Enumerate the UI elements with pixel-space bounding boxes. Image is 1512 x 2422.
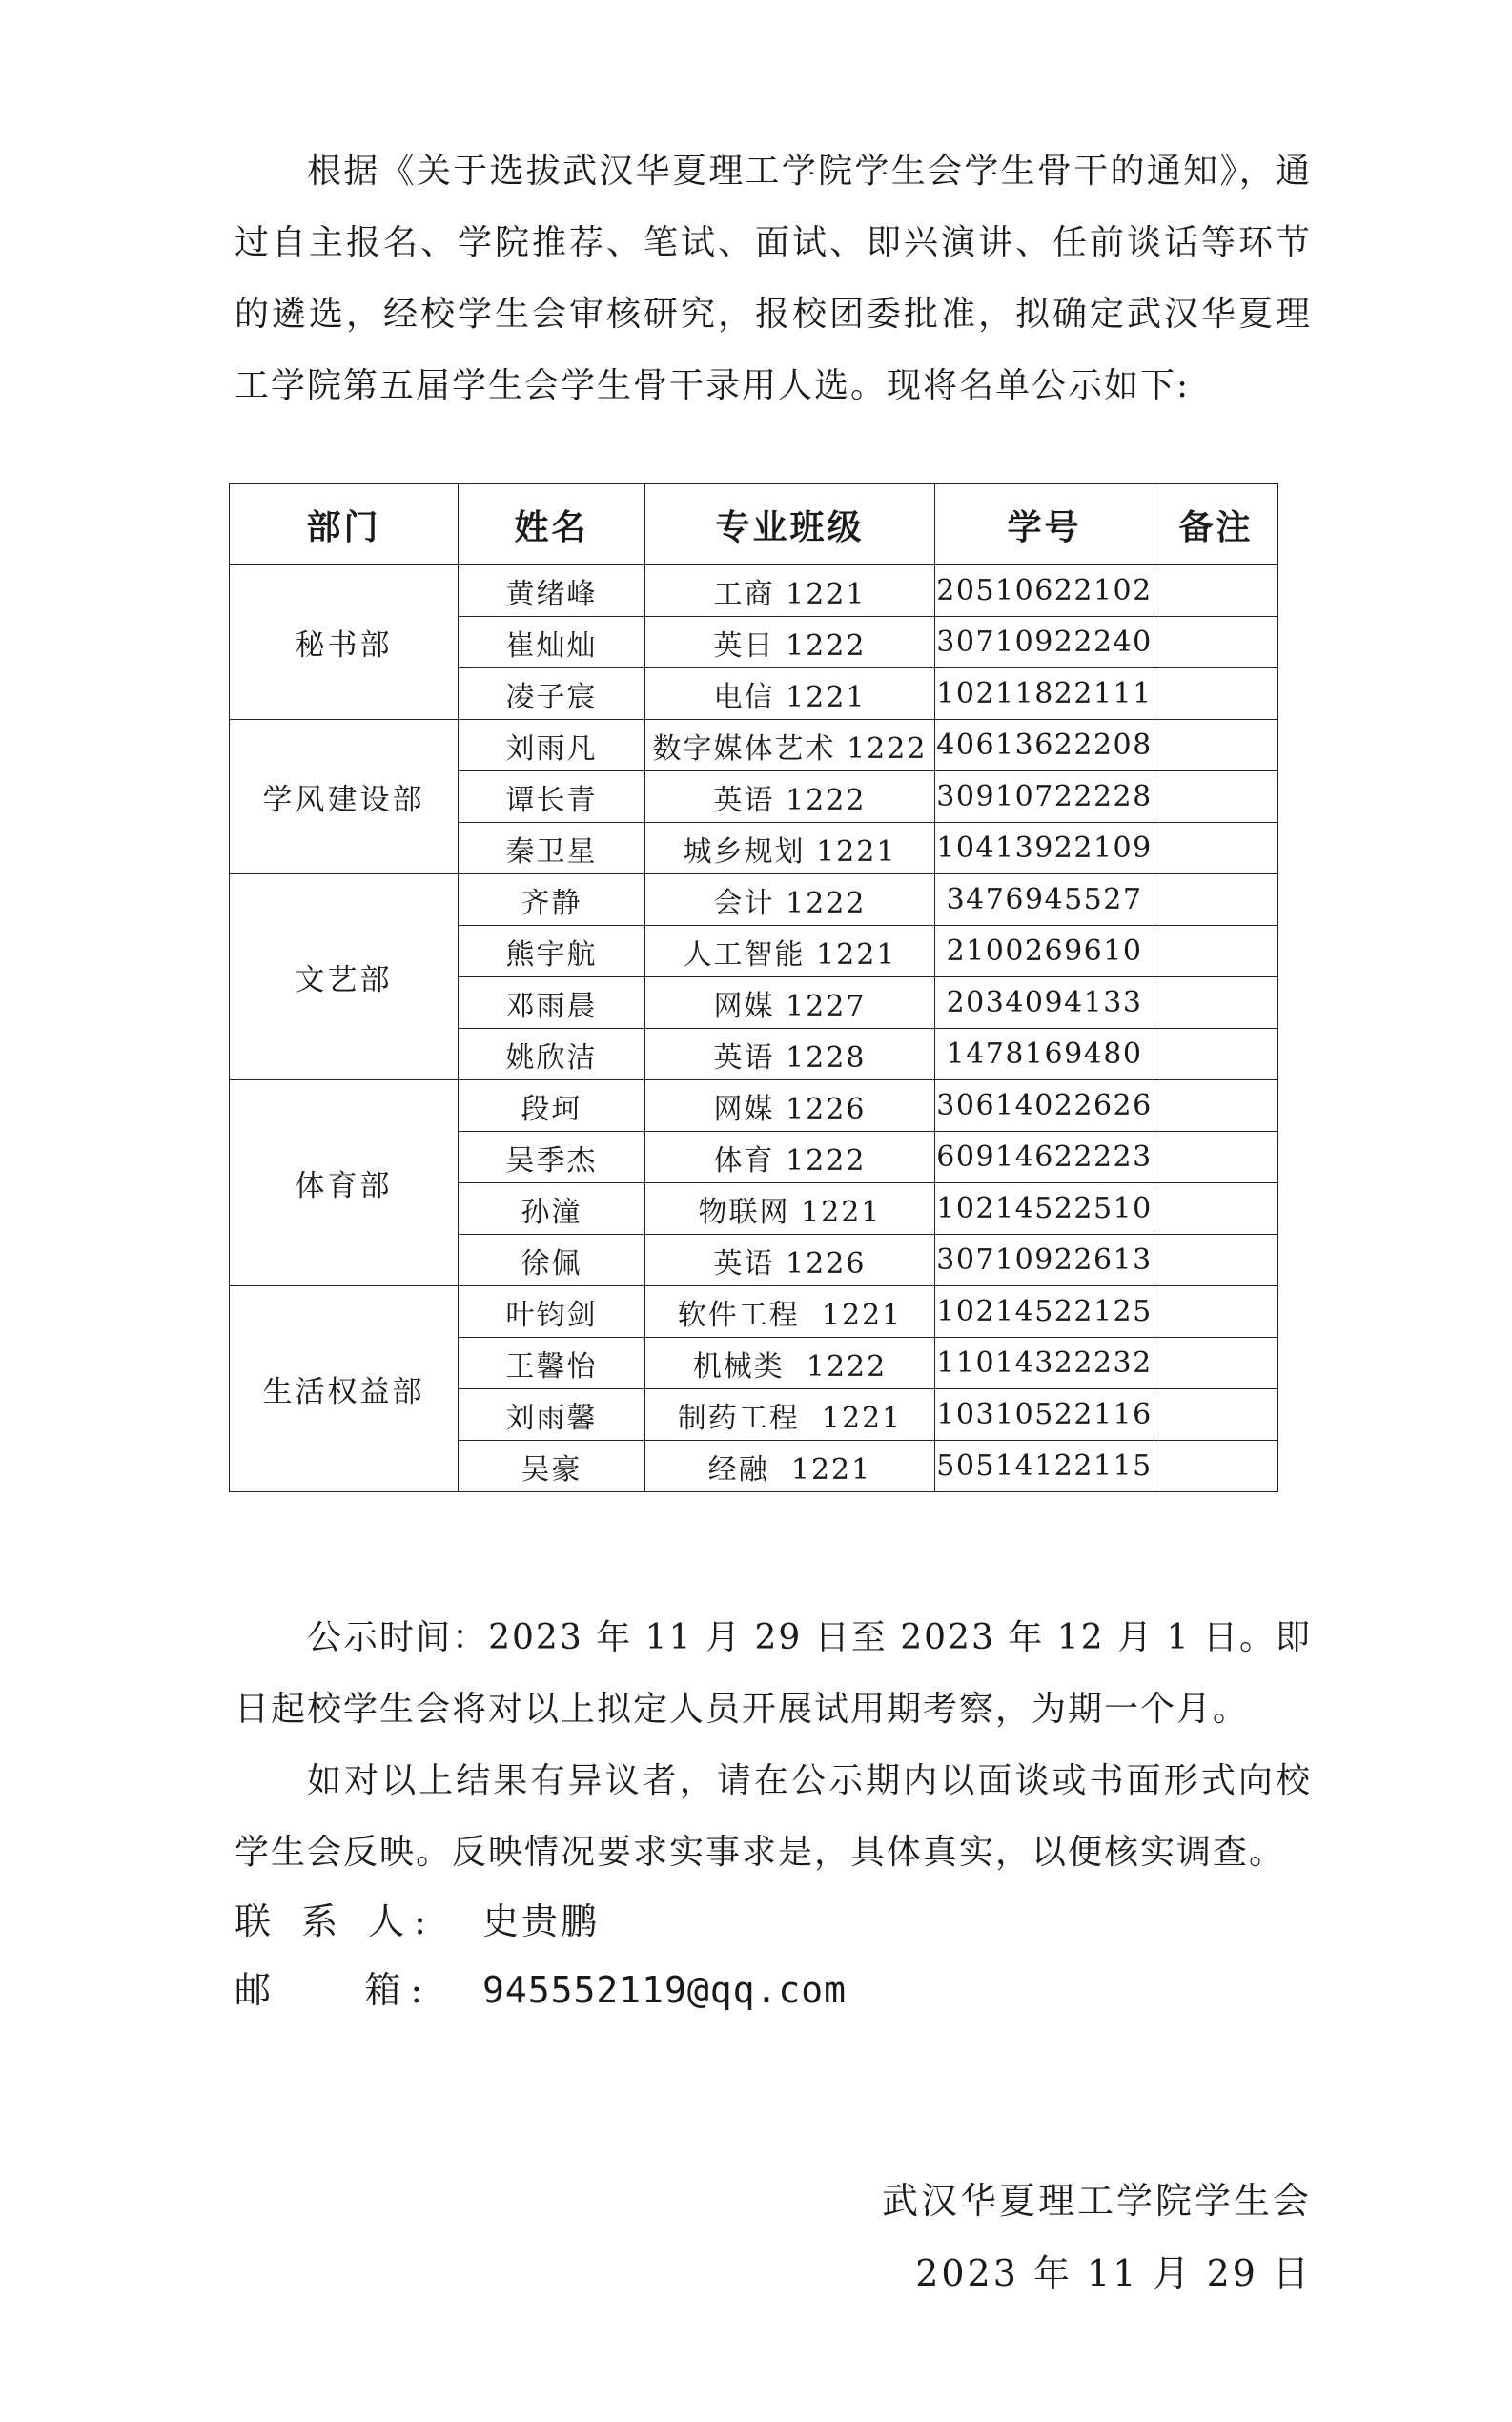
remark-cell: [1154, 1132, 1278, 1183]
intro-paragraph: 根据《关于选拔武汉华夏理工学院学生会学生骨干的通知》，通过自主报名、学院推荐、笔试、面试、即兴演讲、任前谈话等环节的遴选，经校学生会审核研究，报校团委批准，拟确定武汉华夏理工学院第五届学生会学生骨干录用人选。现将名单公示如下:: [235, 152, 1312, 405]
name-cell: 崔灿灿: [459, 617, 645, 668]
student-id-cell: 10211822111: [935, 668, 1154, 720]
name-cell: 姚欣洁: [459, 1029, 645, 1080]
name-cell: 凌子宸: [459, 668, 645, 720]
header-class: 专业班级: [645, 484, 935, 565]
table-row: [230, 874, 1278, 926]
remark-cell: [1154, 1080, 1278, 1132]
table-body: [230, 565, 1278, 1492]
student-id-cell: 30710922613: [935, 1235, 1154, 1286]
department-cell: 生活权益部: [230, 1286, 459, 1492]
remark-cell: [1154, 617, 1278, 668]
student-id-cell: 20510622102: [935, 565, 1154, 617]
header-department: 部门: [230, 484, 459, 565]
department-cell: 秘书部: [230, 565, 459, 720]
class-cell: 工商 1221: [645, 565, 935, 617]
table-row: [230, 1080, 1278, 1132]
remark-cell: [1154, 771, 1278, 823]
email-label: 邮 箱:: [235, 1969, 433, 2011]
remark-cell: [1154, 1183, 1278, 1235]
remark-cell: [1154, 1441, 1278, 1492]
name-cell: 齐静: [459, 874, 645, 926]
student-id-cell: 30710922240: [935, 617, 1154, 668]
remark-cell: [1154, 668, 1278, 720]
student-id-cell: 30910722228: [935, 771, 1154, 823]
contact-person-value: 史贵鹏: [482, 1900, 601, 1942]
remark-cell: [1154, 926, 1278, 977]
class-cell: 数字媒体艺术 1222: [645, 720, 935, 771]
remark-cell: [1154, 1235, 1278, 1286]
email-row: [235, 1961, 847, 2019]
name-cell: 孙潼: [459, 1183, 645, 1235]
class-cell: 经融 1221: [645, 1441, 935, 1492]
name-cell: 谭长青: [459, 771, 645, 823]
signature-date: 2023 年 11 月 29 日: [915, 2252, 1312, 2294]
remark-cell: [1154, 1389, 1278, 1441]
student-id-cell: 3476945527: [935, 874, 1154, 926]
class-cell: 英语 1226: [645, 1235, 935, 1286]
remark-cell: [1154, 874, 1278, 926]
name-cell: 吴豪: [459, 1441, 645, 1492]
email-value: 945552119@qq.com: [482, 1969, 848, 2011]
objection-paragraph: 如对以上结果有异议者，请在公示期内以面谈或书面形式向校学生会反映。反映情况要求实事求是，具体真实，以便核实调查。: [235, 1761, 1312, 1872]
name-cell: 王馨怡: [459, 1338, 645, 1389]
class-cell: 电信 1221: [645, 668, 935, 720]
class-cell: 英日 1222: [645, 617, 935, 668]
remark-cell: [1154, 1338, 1278, 1389]
student-id-cell: 50514122115: [935, 1441, 1154, 1492]
student-id-cell: 60914622223: [935, 1132, 1154, 1183]
class-cell: 网媒 1227: [645, 977, 935, 1029]
name-cell: 刘雨馨: [459, 1389, 645, 1441]
name-cell: 秦卫星: [459, 823, 645, 874]
student-id-cell: 2034094133: [935, 977, 1154, 1029]
notice-period-paragraph: 公示时间：2023 年 11 月 29 日至 2023 年 12 月 1 日。即日起校学生会将对以上拟定人员开展试用期考察，为期一个月。: [235, 1618, 1312, 1729]
table-row: [230, 565, 1278, 617]
name-cell: 吴季杰: [459, 1132, 645, 1183]
department-cell: 学风建设部: [230, 720, 459, 874]
student-id-cell: 10310522116: [935, 1389, 1154, 1441]
class-cell: 制药工程 1221: [645, 1389, 935, 1441]
class-cell: 网媒 1226: [645, 1080, 935, 1132]
class-cell: 人工智能 1221: [645, 926, 935, 977]
student-id-cell: 1478169480: [935, 1029, 1154, 1080]
remark-cell: [1154, 1029, 1278, 1080]
department-cell: 文艺部: [230, 874, 459, 1080]
remark-cell: [1154, 823, 1278, 874]
table-row: [230, 1286, 1278, 1338]
contact-person-row: [235, 1893, 600, 1950]
student-id-cell: 10214522125: [935, 1286, 1154, 1338]
table-header-row: [230, 484, 1278, 565]
class-cell: 物联网 1221: [645, 1183, 935, 1235]
header-remark: 备注: [1154, 484, 1278, 565]
header-student-id: 学号: [935, 484, 1154, 565]
name-cell: 叶钧剑: [459, 1286, 645, 1338]
remark-cell: [1154, 977, 1278, 1029]
class-cell: 会计 1222: [645, 874, 935, 926]
class-cell: 英语 1222: [645, 771, 935, 823]
name-cell: 黄绪峰: [459, 565, 645, 617]
remark-cell: [1154, 1286, 1278, 1338]
class-cell: 机械类 1222: [645, 1338, 935, 1389]
name-cell: 熊宇航: [459, 926, 645, 977]
name-cell: 刘雨凡: [459, 720, 645, 771]
remark-cell: [1154, 720, 1278, 771]
class-cell: 英语 1228: [645, 1029, 935, 1080]
department-cell: 体育部: [230, 1080, 459, 1286]
class-cell: 软件工程 1221: [645, 1286, 935, 1338]
name-cell: 段珂: [459, 1080, 645, 1132]
student-id-cell: 2100269610: [935, 926, 1154, 977]
name-cell: 邓雨晨: [459, 977, 645, 1029]
signature-organization: 武汉华夏理工学院学生会: [881, 2180, 1312, 2222]
class-cell: 城乡规划 1221: [645, 823, 935, 874]
student-id-cell: 40613622208: [935, 720, 1154, 771]
student-id-cell: 10413922109: [935, 823, 1154, 874]
contact-person-label: 联 系 人:: [235, 1900, 436, 1942]
remark-cell: [1154, 565, 1278, 617]
candidate-table: [229, 483, 1278, 1492]
table-row: [230, 720, 1278, 771]
class-cell: 体育 1222: [645, 1132, 935, 1183]
name-cell: 徐佩: [459, 1235, 645, 1286]
student-id-cell: 30614022626: [935, 1080, 1154, 1132]
student-id-cell: 10214522510: [935, 1183, 1154, 1235]
student-id-cell: 11014322232: [935, 1338, 1154, 1389]
header-name: 姓名: [459, 484, 645, 565]
